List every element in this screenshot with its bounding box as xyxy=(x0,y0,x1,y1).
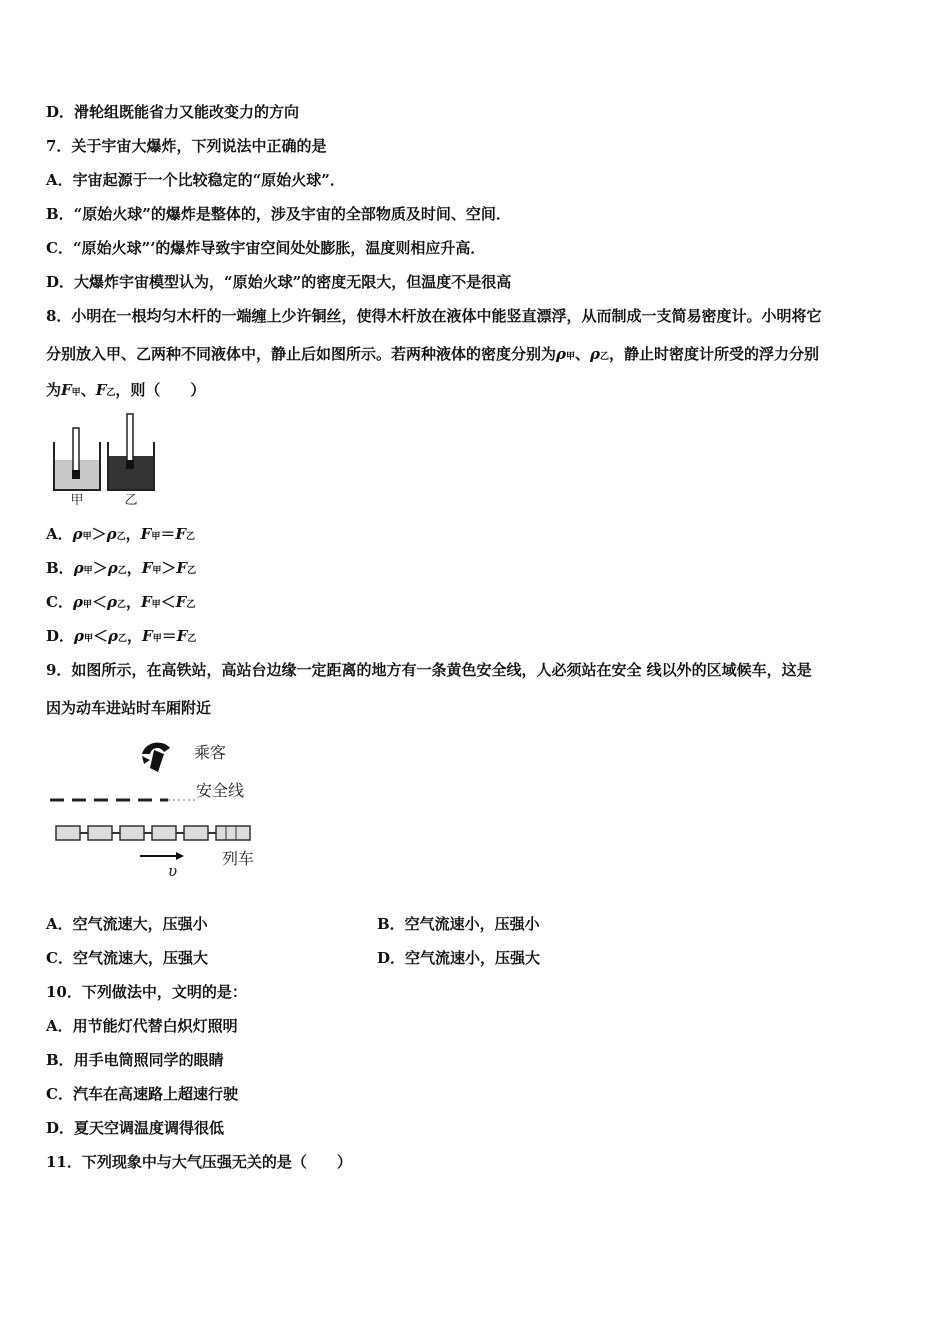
beaker-jia xyxy=(54,428,100,490)
q8-stem-line3: 为F甲、F乙，则（ ） xyxy=(46,381,206,399)
q10-stem: 10．下列做法中，文明的是： xyxy=(46,983,247,1001)
rail-platform-figure xyxy=(46,734,266,884)
q9-stem-line2: 因为动车进站时车厢附近 xyxy=(46,699,212,717)
train xyxy=(56,826,250,840)
label-passenger: 乘客 xyxy=(194,743,227,762)
q7-option-c: C．“原始火球”’的爆炸导致宇宙空间处处膨胀，温度则相应升高． xyxy=(46,239,486,257)
q10-option-b: B．用手电筒照同学的眼睛 xyxy=(46,1051,224,1069)
q9-option-c: C．空气流速大，压强大 xyxy=(46,949,208,967)
q10-option-c: C．汽车在高速路上超速行驶 xyxy=(46,1085,238,1103)
label-yi: 乙 xyxy=(124,493,138,508)
hydrometer-yi xyxy=(127,414,133,466)
q8-stem-line1: 8．小明在一根均匀木杆的一端缠上少许铜丝，使得木杆放在液体中能竖直漂浮，从而制成一支简易密度计。小明将它 xyxy=(46,307,822,325)
velocity-arrow xyxy=(140,852,184,860)
label-jia: 甲 xyxy=(70,493,84,508)
q7-stem: 7．关于宇宙大爆炸，下列说法中正确的是 xyxy=(46,137,327,155)
q7-option-a: A．宇宙起源于一个比较稳定的“原始火球”． xyxy=(46,171,345,189)
label-safety-line: 安全线 xyxy=(196,781,245,800)
q11-stem: 11．下列现象中与大气压强无关的是（ ） xyxy=(46,1153,352,1171)
passenger-icon xyxy=(142,743,170,772)
q7-option-d: D．大爆炸宇宙模型认为，“原始火球”的密度无限大，但温度不是很高 xyxy=(46,273,512,291)
q8-stem-line2: 分别放入甲、乙两种不同液体中，静止后如图所示。若两种液体的密度分别为ρ甲、ρ乙，静止时密度计所受的浮力分别 xyxy=(46,345,820,363)
q8-option-c: C．ρ甲＜ρ乙，F甲＜F乙 xyxy=(46,593,196,611)
q7-option-b: B．“原始火球”的爆炸是整体的，涉及宇宙的全部物质及时间、空间． xyxy=(46,205,511,223)
q9-option-d: D．空气流速小，压强大 xyxy=(377,949,541,967)
hydrometer-figure xyxy=(50,412,170,508)
beaker-yi xyxy=(108,414,154,490)
q8-option-b: B．ρ甲＞ρ乙，F甲＞F乙 xyxy=(46,559,197,577)
q6-option-d: D．滑轮组既能省力又能改变力的方向 xyxy=(46,103,300,121)
q8-option-a: A．ρ甲＞ρ乙，F甲＝F乙 xyxy=(46,525,196,543)
q9-stem-line1: 9．如图所示，在高铁站，高站台边缘一定距离的地方有一条黄色安全线，人必须站在安全 线以外的区域候车，这是 xyxy=(46,661,812,679)
label-velocity: υ xyxy=(168,862,178,880)
q8-option-d: D．ρ甲＜ρ乙，F甲＝F乙 xyxy=(46,627,197,645)
q10-option-d: D．夏天空调温度调得很低 xyxy=(46,1119,225,1137)
q9-option-a: A．空气流速大，压强小 xyxy=(46,915,208,933)
label-train: 列车 xyxy=(222,849,255,868)
q9-option-b: B．空气流速小，压强小 xyxy=(377,915,540,933)
q10-option-a: A．用节能灯代替白炽灯照明 xyxy=(46,1017,238,1035)
